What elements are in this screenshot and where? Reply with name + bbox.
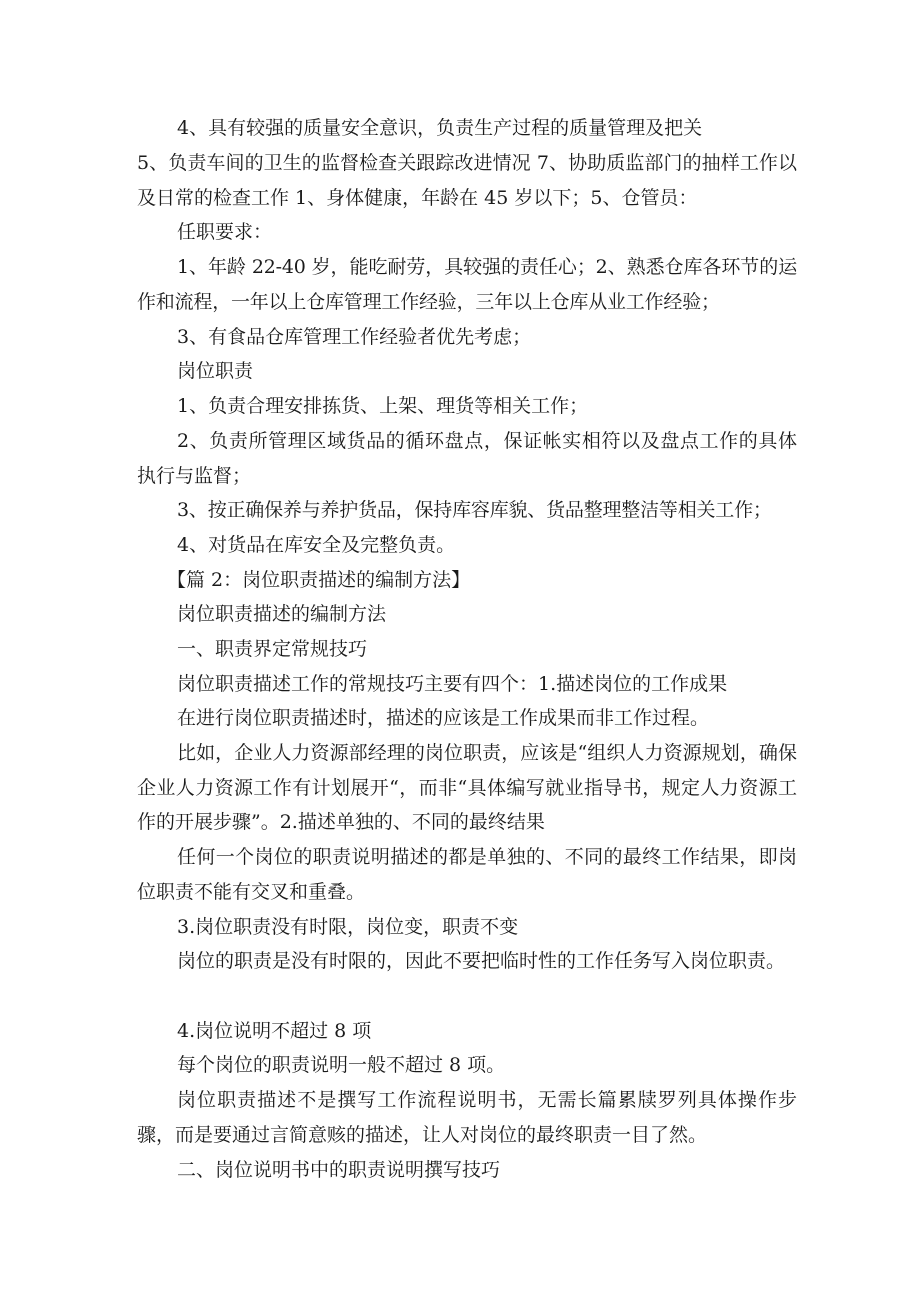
paragraph-16: 比如，企业人力资源部经理的岗位职责，应该是“组织人力资源规划，确保企业人力资源工作有计划展开“，而非“具体编写就业指导书，规定人力资源工作的开展步骤”。2.描述单独的、不同的最终结果	[137, 742, 797, 834]
paragraph-8: 2、负责所管理区域货品的循环盘点，保证帐实相符以及盘点工作的具体执行与监督；	[137, 430, 797, 487]
subsection-heading-2: 二、岗位说明书中的职责说明撰写技巧	[177, 1159, 501, 1181]
paragraph-9: 3、按正确保养与养护货品，保持库容库貌、货品整理整洁等相关工作；	[177, 499, 772, 521]
paragraph-4: 1、年龄 22-40 岁，能吃耐劳，具较强的责任心；2、熟悉仓库各环节的运作和流程，一年以上仓库管理工作经验，三年以上仓库从业工作经验；	[137, 256, 797, 313]
paragraph-2: 5、负责车间的卫生的监督检查关跟踪改进情况 7、协助质监部门的抽样工作以及日常的检查工作 1、身体健康，年龄在 45 岁以下；5、仓管员：	[137, 152, 797, 209]
paragraph-10: 4、对货品在库安全及完整负责。	[177, 534, 456, 556]
paragraph-1: 4、具有较强的质量安全意识，负责生产过程的质量管理及把关	[177, 117, 703, 139]
subsection-heading-1: 一、职责界定常规技巧	[177, 638, 368, 660]
paragraph-21: 每个岗位的职责说明一般不超过 8 项。	[177, 1054, 506, 1076]
paragraph-7: 1、负责合理安排拣货、上架、理货等相关工作；	[177, 395, 589, 417]
paragraph-20: 4.岗位说明不超过 8 项	[177, 1020, 372, 1042]
paragraph-14: 岗位职责描述工作的常规技巧主要有四个：1.描述岗位的工作成果	[177, 673, 728, 695]
paragraph-5: 3、有食品仓库管理工作经验者优先考虑；	[177, 326, 532, 348]
paragraph-19: 岗位的职责是没有时限的，因此不要把临时性的工作任务写入岗位职责。	[177, 950, 786, 972]
section-title: 岗位职责描述的编制方法	[177, 603, 387, 625]
section-heading-job-duties: 岗位职责	[177, 360, 254, 382]
paragraph-22: 岗位职责描述不是撰写工作流程说明书，无需长篇累牍罗列具体操作步骤，而是要通过言简意赅的描述，让人对岗位的最终职责一目了然。	[137, 1089, 797, 1146]
chapter-title: 【篇 2：岗位职责描述的编制方法】	[167, 569, 471, 591]
paragraph-18: 3.岗位职责没有时限，岗位变，职责不变	[177, 916, 519, 938]
paragraph-3: 任职要求：	[177, 221, 273, 243]
paragraph-17: 任何一个岗位的职责说明描述的都是单独的、不同的最终工作结果，即岗位职责不能有交叉和重叠。	[137, 846, 797, 903]
paragraph-15: 在进行岗位职责描述时，描述的应该是工作成果而非工作过程。	[177, 707, 710, 729]
